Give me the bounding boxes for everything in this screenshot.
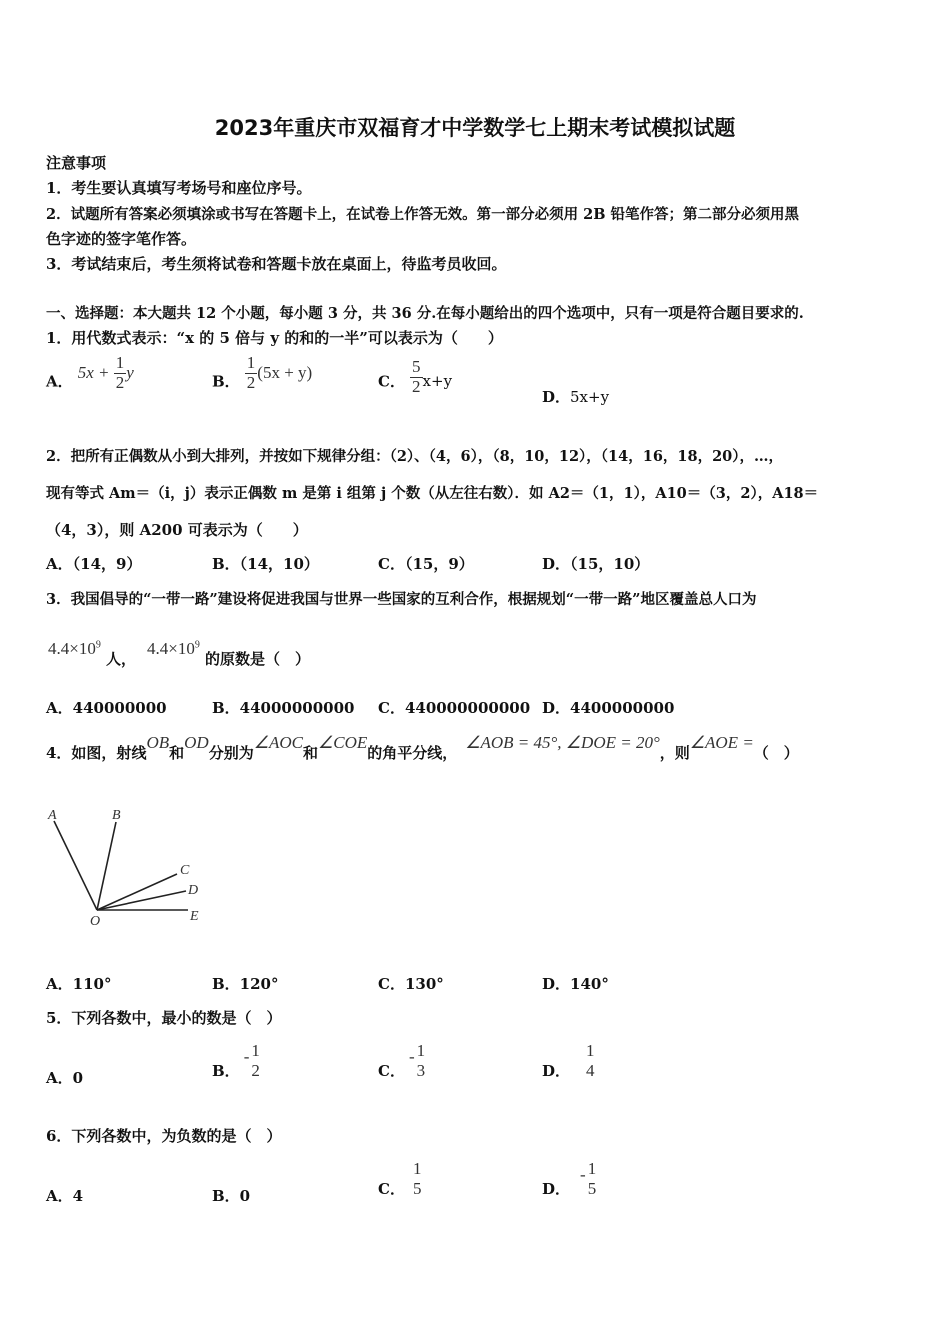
q4-ob: OB: [146, 733, 170, 752]
q5-c-num: 1: [416, 1041, 426, 1060]
q6-d-fraction: [586, 1160, 599, 1198]
q4-stem: [46, 732, 799, 762]
label-o: O: [90, 914, 101, 929]
ray-oc: [97, 874, 177, 910]
q4-p6: ，则: [659, 744, 690, 762]
q2-line-3: （4，3），则 A200 可表示为（ ）: [46, 521, 308, 539]
q3-line-1: 3．我国倡导的“一带一路”建设将促进我国与世界一些国家的互利合作，根据规划“一带一路”地区覆盖总人口为: [46, 591, 757, 608]
q5-c-sign: -: [408, 1046, 415, 1066]
q5-c-label: C．: [378, 1061, 405, 1080]
q6-c-label: C．: [378, 1179, 405, 1198]
q4-p2: 和: [169, 744, 185, 762]
q5-option-b: [212, 1042, 262, 1080]
q1-a-label: A．: [46, 372, 73, 391]
q5-d-num: 1: [586, 1041, 595, 1060]
q1-b-num: 1: [246, 353, 256, 372]
q6-d-label: D．: [542, 1179, 571, 1198]
q4-p3: 分别为: [208, 744, 254, 762]
q3-expr-1: 4.4×10: [48, 639, 96, 658]
q1-c-post: x+y: [422, 372, 453, 391]
label-c: C: [180, 863, 190, 878]
q1-option-a: [46, 353, 134, 400]
q4-given: ∠AOB = 45°, ∠DOE = 20°: [465, 733, 660, 752]
q1-b-label: B．: [212, 372, 240, 391]
q1-a-expr: 5x +: [77, 363, 114, 383]
q5-c-fraction: [415, 1042, 428, 1080]
q4-option-d: D．140°: [542, 975, 609, 993]
q6-option-a: A．4: [46, 1187, 84, 1205]
notice-item-3: 3．考试结束后，考生须将试卷和答题卡放在桌面上，待监考员收回。: [46, 255, 507, 273]
q3-option-b: B．44000000000: [212, 699, 355, 717]
q1-a-post: y: [126, 363, 134, 383]
q5-option-a: A．0: [46, 1069, 84, 1087]
q1-a-fraction: [114, 354, 127, 392]
q1-c-num: 5: [412, 357, 421, 376]
ray-oa: [54, 821, 97, 910]
q2-option-b: B．（14，10）: [212, 555, 319, 573]
q1-b-den: 2: [246, 372, 256, 392]
notice-item-2-cont: 色字迹的签字笔作答。: [46, 230, 197, 248]
notice-heading: 注意事项: [46, 154, 107, 172]
q6-d-sign: -: [580, 1164, 586, 1184]
q4-coe: ∠COE: [317, 733, 368, 752]
label-b: B: [112, 808, 121, 823]
q3-option-d: D．4400000000: [542, 699, 675, 717]
q1-d-text: 5x+y: [570, 388, 610, 406]
q4-option-c: C．130°: [378, 975, 444, 993]
q1-c-label: C．: [378, 372, 405, 391]
q1-c-den: 2: [412, 376, 421, 396]
q5-b-num: 1: [251, 1041, 260, 1060]
q2-option-a: A．（14，9）: [46, 555, 142, 573]
q1-b-post: (5x + y): [257, 363, 313, 383]
q5-stem: 5．下列各数中，最小的数是（ ）: [46, 1009, 282, 1027]
q3-mid: 人，: [105, 650, 136, 668]
q4-p4: 和: [302, 744, 318, 762]
label-a: A: [48, 808, 57, 823]
q6-d-num: 1: [587, 1159, 597, 1178]
q6-c-fraction: [411, 1160, 424, 1198]
q3-expr-2: 4.4×10: [147, 639, 195, 658]
q1-b-fraction: [245, 354, 258, 392]
q1-option-b: [212, 353, 313, 400]
q1-a-den: 2: [115, 372, 125, 392]
q4-angle-figure: [40, 800, 220, 930]
q6-c-num: 1: [412, 1159, 422, 1178]
q3-tail: 的原数是（ ）: [204, 650, 310, 668]
q6-option-b: B．0: [212, 1187, 251, 1205]
q3-line-2: [48, 638, 310, 668]
q6-d-den: 5: [587, 1178, 597, 1198]
q1-option-c: [378, 357, 453, 400]
q4-od: OD: [184, 733, 209, 752]
q4-ask: ∠AOE =: [689, 733, 754, 752]
q5-c-den: 3: [416, 1060, 426, 1080]
q4-p5: 的角平分线，: [367, 744, 458, 762]
ray-ob: [97, 822, 116, 910]
q5-b-label: B．: [212, 1061, 240, 1080]
notice-item-2: 2．试题所有答案必须填涂或书写在答题卡上，在试卷上作答无效。第一部分必须用 2B 铅笔作答；第二部分必须用黑: [46, 206, 800, 223]
q5-b-sign: -: [243, 1046, 250, 1066]
q1-stem: 1．用代数式表示：“x 的 5 倍与 y 的和的一半”可以表示为（ ）: [46, 329, 503, 347]
q4-option-b: B．120°: [212, 975, 279, 993]
q2-line-2: 现有等式 Am＝（i，j）表示正偶数 m 是第 i 组第 j 个数（从左往右数）．如 A2＝（1，1），A10＝（3，2），A18＝: [46, 485, 819, 502]
q2-option-c: C．（15，9）: [378, 555, 474, 573]
q2-line-1: 2．把所有正偶数从小到大排列，并按如下规律分组：（2）、（4，6），（8，10，12），（14，16，18，20），…，: [46, 448, 784, 465]
q5-option-d: [542, 1042, 597, 1080]
q1-c-fraction: [410, 358, 423, 396]
q1-d-label: D．: [542, 388, 571, 406]
q3-exp-1: 9: [95, 639, 101, 651]
q4-aoc: ∠AOC: [253, 733, 303, 752]
q5-option-c: [378, 1042, 427, 1080]
q5-d-den: 4: [586, 1060, 595, 1080]
page-title: 2023年重庆市双福育才中学数学七上期末考试模拟试题: [214, 116, 736, 140]
q3-option-c: C．440000000000: [378, 699, 531, 717]
label-d: D: [188, 883, 199, 898]
q5-d-fraction: [584, 1042, 597, 1080]
q4-p7: （ ）: [753, 744, 799, 762]
q6-c-den: 5: [412, 1178, 422, 1198]
q4-option-a: A．110°: [46, 975, 112, 993]
notice-item-1: 1．考生要认真填写考场号和座位序号。: [46, 179, 312, 197]
ray-od: [97, 891, 186, 910]
q6-option-d: [542, 1160, 598, 1198]
q1-option-d: [542, 386, 609, 407]
section-heading: 一、选择题：本大题共 12 个小题，每小题 3 分，共 36 分.在每小题给出的四个选项中，只有一项是符合题目要求的.: [46, 305, 804, 322]
q5-d-label: D．: [542, 1061, 571, 1080]
q5-b-fraction: [249, 1042, 262, 1080]
q2-option-d: D．（15，10）: [542, 555, 650, 573]
q6-stem: 6．下列各数中，为负数的是（ ）: [46, 1127, 282, 1145]
q3-exp-2: 9: [194, 639, 200, 651]
label-e: E: [190, 909, 199, 924]
q4-p1: 4．如图，射线: [46, 744, 147, 762]
q3-option-a: A．440000000: [46, 699, 167, 717]
q5-b-den: 2: [251, 1060, 260, 1080]
q1-a-num: 1: [115, 353, 125, 372]
q6-option-c: [378, 1160, 423, 1198]
